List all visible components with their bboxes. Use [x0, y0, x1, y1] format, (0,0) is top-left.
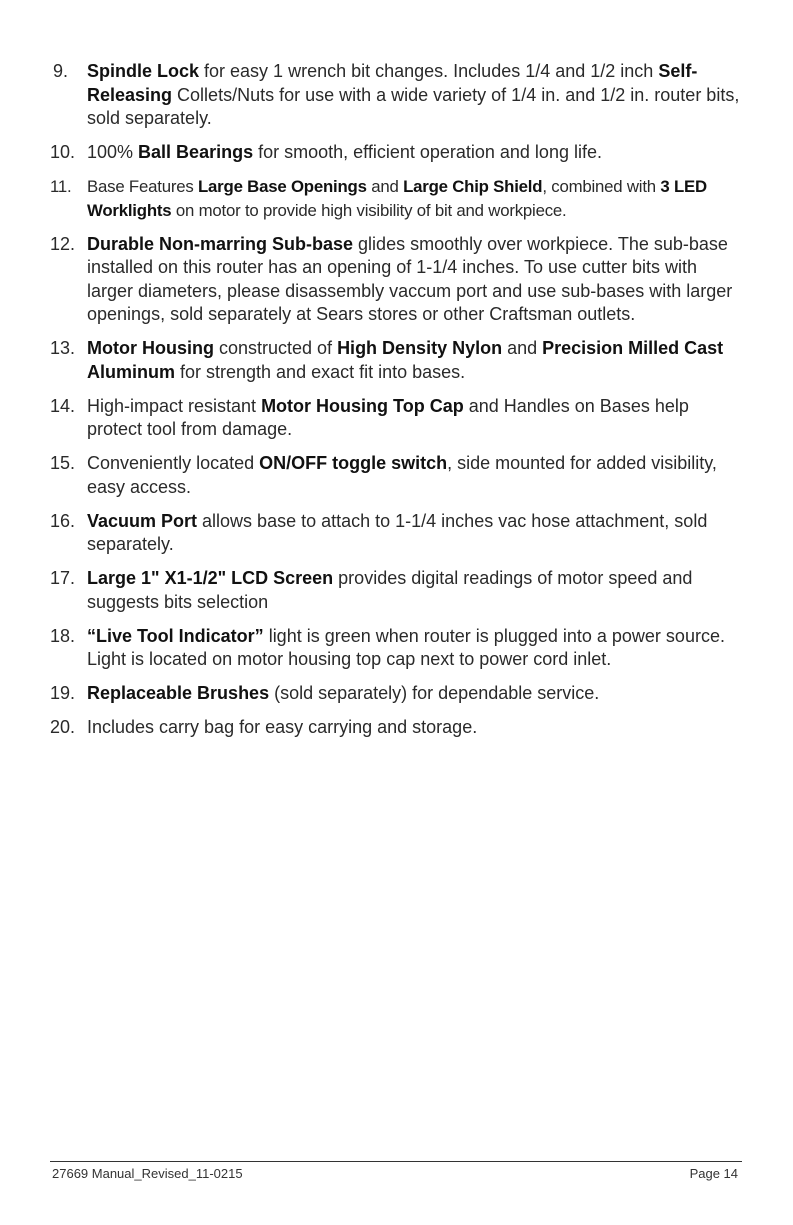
- feature-list: [0, 60, 793, 750]
- footer-document-id: 27669 Manual_Revised_11-0215: [52, 1166, 243, 1181]
- item-text: , side mounted for added visibility, easy access.: [87, 453, 717, 497]
- item-number: 16.: [50, 510, 76, 531]
- item-number: 18.: [50, 625, 76, 646]
- item-text: allows base to attach to 1-1/4 inches vac hose attachment, sold separately.: [87, 510, 708, 554]
- item-text: Includes carry bag for easy carrying and storage.: [87, 717, 478, 737]
- item-text: , combined with: [542, 177, 661, 196]
- list-item: [0, 682, 793, 706]
- footer-divider: [50, 1161, 742, 1162]
- item-number: 19.: [50, 683, 76, 703]
- item-text: light is green when router is plugged into a power source. Light is located on motor housing top cap next to power cord inlet.: [87, 625, 725, 669]
- item-text: for smooth, efficient operation and long life.: [253, 142, 602, 162]
- item-text: and: [366, 177, 404, 196]
- item-text: Collets/Nuts for use with a wide variety of 1/4 in. and 1/2 in. router bits, sold separately.: [87, 84, 740, 128]
- item-text: on motor to provide high visibility of bit and workpiece.: [171, 200, 567, 220]
- list-item: [0, 716, 793, 740]
- feature-highlight: Large Chip Shield: [403, 177, 543, 196]
- feature-highlight: Spindle Lock: [87, 61, 200, 81]
- item-text: Base Features: [87, 177, 198, 196]
- item-number: 15.: [50, 453, 76, 473]
- item-number: 14.: [50, 395, 76, 416]
- feature-highlight: Motor Housing: [87, 338, 214, 358]
- list-item: [0, 567, 793, 614]
- feature-highlight: Replaceable Brushes: [87, 683, 270, 703]
- item-number: 13.: [50, 338, 76, 358]
- item-text: and: [502, 338, 543, 358]
- feature-highlight: Self-Releasing: [87, 61, 698, 105]
- feature-highlight: Vacuum Port: [87, 510, 198, 531]
- item-number: 20.: [50, 717, 76, 737]
- feature-highlight: Large 1" X1-1/2" LCD Screen: [87, 568, 334, 588]
- item-text: (sold separately) for dependable service.: [269, 683, 600, 703]
- item-text: 100%: [87, 142, 139, 162]
- list-item: [0, 452, 793, 499]
- item-number: 12.: [50, 233, 76, 254]
- item-text: for strength and exact fit into bases.: [175, 361, 466, 382]
- list-item: [0, 510, 793, 557]
- item-text: Conveniently located: [87, 453, 260, 473]
- item-number: 17.: [50, 568, 76, 588]
- list-item: [0, 141, 793, 165]
- item-text: glides smoothly over workpiece. The sub-base installed on this router has an opening of 1-1/4 inches. To use cutter bits with larger diameters, please disassembly vaccum port and use sub-bases with larger openings, sold separately at Sears stores or other Craftsman outlets.: [87, 233, 733, 324]
- feature-highlight: High Density Nylon: [337, 338, 503, 358]
- feature-highlight: Precision Milled Cast Aluminum: [87, 338, 724, 382]
- item-text: provides digital readings of motor speed and suggests bits selection: [87, 568, 693, 612]
- footer-page-number: Page 14: [689, 1166, 738, 1181]
- feature-highlight: ON/OFF toggle switch: [259, 453, 448, 473]
- feature-highlight: Ball Bearings: [138, 142, 254, 162]
- item-text: for easy 1 wrench bit changes. Includes 1/4 and 1/2 inch: [199, 61, 659, 81]
- item-number: 10.: [50, 142, 76, 162]
- item-text: constructed of: [213, 338, 338, 358]
- list-item: [0, 60, 793, 131]
- list-item: [0, 395, 793, 442]
- item-text: High-impact resistant: [87, 395, 262, 416]
- list-item: [0, 175, 793, 222]
- feature-highlight: 3 LED Worklights: [87, 177, 707, 220]
- feature-highlight: Motor Housing Top Cap: [261, 395, 464, 416]
- item-text: and Handles on Bases help protect tool from damage.: [87, 395, 689, 439]
- feature-highlight: Large Base Openings: [198, 177, 367, 196]
- feature-highlight: Durable Non-marring Sub-base: [87, 233, 354, 254]
- list-item: [0, 625, 793, 672]
- list-item: [0, 233, 793, 327]
- item-number: 11.: [50, 177, 72, 196]
- list-item: [0, 337, 793, 384]
- feature-highlight: “Live Tool Indicator”: [87, 625, 264, 646]
- item-number: 9.: [53, 61, 69, 81]
